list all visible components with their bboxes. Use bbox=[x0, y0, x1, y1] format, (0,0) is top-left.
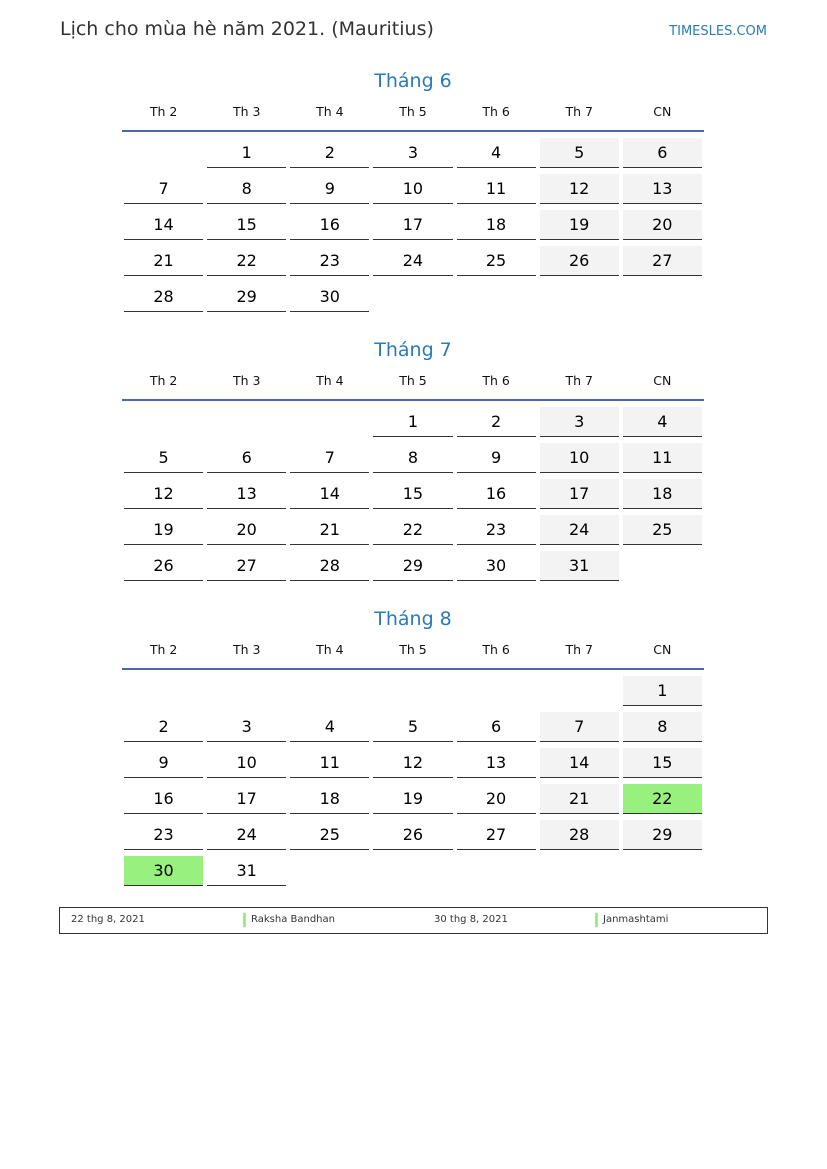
day-cell bbox=[621, 674, 704, 710]
holiday-legend bbox=[59, 907, 768, 934]
day-number: 10 bbox=[540, 443, 619, 473]
week-row bbox=[122, 441, 704, 477]
day-number: 17 bbox=[207, 784, 286, 814]
month-title: Tháng 8 bbox=[374, 608, 452, 630]
day-cell bbox=[621, 172, 704, 208]
week-row bbox=[122, 549, 704, 585]
day-cell bbox=[538, 172, 621, 208]
day-number: 19 bbox=[373, 784, 452, 814]
weekday-header-row bbox=[122, 640, 704, 670]
weekday-label: CN bbox=[653, 373, 672, 388]
day-cell bbox=[538, 208, 621, 244]
day-number: 18 bbox=[457, 210, 536, 240]
day-number: 14 bbox=[540, 748, 619, 778]
weekday-label: Th 6 bbox=[482, 373, 510, 388]
day-number: 15 bbox=[623, 748, 702, 778]
month-calendar bbox=[122, 66, 704, 316]
weekday-label: Th 7 bbox=[565, 373, 593, 388]
empty-cell bbox=[122, 136, 205, 172]
day-number: 31 bbox=[540, 551, 619, 581]
day-cell bbox=[455, 172, 538, 208]
day-cell bbox=[122, 549, 205, 585]
day-cell bbox=[122, 441, 205, 477]
day-cell bbox=[205, 477, 288, 513]
week-row bbox=[122, 280, 704, 316]
day-cell bbox=[371, 244, 454, 280]
day-number: 3 bbox=[207, 712, 286, 742]
legend-date: 22 thg 8, 2021 bbox=[71, 914, 145, 925]
day-number: 29 bbox=[623, 820, 702, 850]
day-cell bbox=[371, 513, 454, 549]
weekday-label: Th 7 bbox=[565, 642, 593, 657]
day-number: 27 bbox=[457, 820, 536, 850]
day-cell bbox=[538, 477, 621, 513]
day-cell bbox=[371, 549, 454, 585]
day-number: 7 bbox=[540, 712, 619, 742]
empty-cell bbox=[371, 674, 454, 710]
day-cell bbox=[371, 782, 454, 818]
day-cell bbox=[538, 549, 621, 585]
week-row bbox=[122, 136, 704, 172]
day-number: 26 bbox=[373, 820, 452, 850]
day-cell bbox=[621, 477, 704, 513]
empty-cell bbox=[122, 405, 205, 441]
day-cell bbox=[621, 746, 704, 782]
weekday-label: Th 3 bbox=[232, 104, 261, 119]
day-number: 23 bbox=[457, 515, 536, 545]
weekday-label: Th 6 bbox=[482, 104, 510, 119]
day-number: 29 bbox=[207, 282, 286, 312]
weekday-label: Th 4 bbox=[316, 373, 344, 388]
day-cell bbox=[288, 513, 371, 549]
day-number: 9 bbox=[290, 174, 369, 204]
day-number: 16 bbox=[290, 210, 369, 240]
weekday-header-row bbox=[122, 371, 704, 401]
day-number: 24 bbox=[207, 820, 286, 850]
day-cell bbox=[205, 244, 288, 280]
day-number: 15 bbox=[207, 210, 286, 240]
holiday-day-cell bbox=[621, 782, 704, 818]
holiday-day-cell bbox=[122, 854, 205, 890]
weekday-label: Th 3 bbox=[232, 373, 261, 388]
day-number: 19 bbox=[540, 210, 619, 240]
day-cell bbox=[371, 405, 454, 441]
month-calendar bbox=[122, 335, 704, 585]
weekday-label: Th 7 bbox=[565, 104, 593, 119]
empty-cell bbox=[455, 280, 538, 316]
day-cell bbox=[205, 172, 288, 208]
day-cell bbox=[371, 172, 454, 208]
day-number: 11 bbox=[623, 443, 702, 473]
day-cell bbox=[122, 710, 205, 746]
weekday-label: CN bbox=[653, 642, 672, 657]
week-row bbox=[122, 674, 704, 710]
week-row bbox=[122, 513, 704, 549]
day-number: 27 bbox=[207, 551, 286, 581]
week-row bbox=[122, 405, 704, 441]
day-number: 18 bbox=[623, 479, 702, 509]
day-cell bbox=[455, 244, 538, 280]
day-number: 11 bbox=[290, 748, 369, 778]
day-cell bbox=[371, 136, 454, 172]
empty-cell bbox=[288, 674, 371, 710]
week-row bbox=[122, 244, 704, 280]
day-cell bbox=[455, 441, 538, 477]
day-cell bbox=[371, 208, 454, 244]
day-cell bbox=[122, 818, 205, 854]
week-row bbox=[122, 854, 704, 890]
day-cell bbox=[455, 710, 538, 746]
page-title: Lịch cho mùa hè năm 2021. (Mauritius) bbox=[60, 18, 434, 40]
day-number: 5 bbox=[124, 443, 203, 473]
week-row bbox=[122, 477, 704, 513]
day-cell bbox=[371, 477, 454, 513]
legend-holiday-name: Raksha Bandhan bbox=[251, 914, 335, 925]
day-number: 27 bbox=[623, 246, 702, 276]
day-number: 21 bbox=[290, 515, 369, 545]
day-number: 20 bbox=[457, 784, 536, 814]
day-number: 25 bbox=[457, 246, 536, 276]
day-number: 2 bbox=[457, 407, 536, 437]
day-cell bbox=[455, 405, 538, 441]
day-number: 25 bbox=[623, 515, 702, 545]
day-cell bbox=[538, 136, 621, 172]
day-number: 13 bbox=[457, 748, 536, 778]
site-link[interactable]: TIMESLES.COM bbox=[669, 24, 767, 39]
day-cell bbox=[288, 244, 371, 280]
empty-cell bbox=[621, 854, 704, 890]
empty-cell bbox=[538, 674, 621, 710]
day-number: 31 bbox=[207, 856, 286, 886]
day-number: 21 bbox=[540, 784, 619, 814]
day-number: 5 bbox=[373, 712, 452, 742]
week-row bbox=[122, 710, 704, 746]
day-cell bbox=[455, 513, 538, 549]
weekday-label: Th 2 bbox=[149, 104, 178, 119]
day-number: 3 bbox=[540, 407, 619, 437]
day-cell bbox=[455, 477, 538, 513]
day-cell bbox=[288, 477, 371, 513]
day-number: 22 bbox=[207, 246, 286, 276]
day-cell bbox=[621, 441, 704, 477]
day-number: 10 bbox=[207, 748, 286, 778]
day-cell bbox=[621, 208, 704, 244]
day-cell bbox=[205, 208, 288, 244]
day-number: 25 bbox=[290, 820, 369, 850]
day-cell bbox=[205, 136, 288, 172]
day-number: 17 bbox=[373, 210, 452, 240]
day-cell bbox=[371, 746, 454, 782]
day-number: 29 bbox=[373, 551, 452, 581]
empty-cell bbox=[455, 674, 538, 710]
day-cell bbox=[538, 782, 621, 818]
empty-cell bbox=[288, 405, 371, 441]
empty-cell bbox=[205, 405, 288, 441]
day-cell bbox=[455, 746, 538, 782]
day-cell bbox=[455, 208, 538, 244]
day-cell bbox=[205, 280, 288, 316]
week-row bbox=[122, 208, 704, 244]
day-number: 8 bbox=[373, 443, 452, 473]
weekday-label: Th 3 bbox=[232, 642, 261, 657]
day-number: 9 bbox=[457, 443, 536, 473]
weekday-header-row bbox=[122, 102, 704, 132]
holiday-marker bbox=[595, 913, 598, 927]
day-number: 12 bbox=[540, 174, 619, 204]
day-number: 7 bbox=[124, 174, 203, 204]
day-cell bbox=[621, 710, 704, 746]
weekday-label: Th 4 bbox=[316, 104, 344, 119]
day-cell bbox=[371, 441, 454, 477]
day-number: 28 bbox=[290, 551, 369, 581]
day-number: 4 bbox=[290, 712, 369, 742]
day-number: 18 bbox=[290, 784, 369, 814]
day-cell bbox=[205, 818, 288, 854]
day-number: 10 bbox=[373, 174, 452, 204]
day-cell bbox=[538, 746, 621, 782]
day-number: 23 bbox=[290, 246, 369, 276]
day-cell bbox=[122, 477, 205, 513]
day-number: 3 bbox=[373, 138, 452, 168]
day-number: 30 bbox=[457, 551, 536, 581]
day-cell bbox=[455, 136, 538, 172]
empty-cell bbox=[538, 280, 621, 316]
day-number: 4 bbox=[457, 138, 536, 168]
day-number: 13 bbox=[207, 479, 286, 509]
day-number: 4 bbox=[623, 407, 702, 437]
day-cell bbox=[288, 746, 371, 782]
day-number: 24 bbox=[373, 246, 452, 276]
empty-cell bbox=[205, 674, 288, 710]
day-cell bbox=[538, 441, 621, 477]
day-number: 28 bbox=[540, 820, 619, 850]
day-number: 14 bbox=[290, 479, 369, 509]
day-cell bbox=[288, 710, 371, 746]
weekday-label: CN bbox=[653, 104, 672, 119]
weekday-label: Th 2 bbox=[149, 642, 178, 657]
day-number: 11 bbox=[457, 174, 536, 204]
day-cell bbox=[205, 782, 288, 818]
day-number: 6 bbox=[623, 138, 702, 168]
day-cell bbox=[205, 854, 288, 890]
day-cell bbox=[122, 172, 205, 208]
weekday-label: Th 5 bbox=[399, 104, 427, 119]
day-number: 8 bbox=[623, 712, 702, 742]
day-cell bbox=[288, 818, 371, 854]
day-cell bbox=[122, 208, 205, 244]
day-cell bbox=[122, 782, 205, 818]
day-number: 17 bbox=[540, 479, 619, 509]
day-number: 22 bbox=[373, 515, 452, 545]
day-number: 12 bbox=[373, 748, 452, 778]
empty-cell bbox=[621, 280, 704, 316]
day-cell bbox=[288, 549, 371, 585]
day-number: 1 bbox=[207, 138, 286, 168]
day-number: 30 bbox=[124, 856, 203, 886]
day-number: 2 bbox=[290, 138, 369, 168]
day-cell bbox=[122, 746, 205, 782]
day-number: 30 bbox=[290, 282, 369, 312]
day-cell bbox=[288, 208, 371, 244]
day-number: 26 bbox=[540, 246, 619, 276]
day-number: 24 bbox=[540, 515, 619, 545]
day-cell bbox=[205, 710, 288, 746]
day-number: 7 bbox=[290, 443, 369, 473]
day-number: 21 bbox=[124, 246, 203, 276]
day-number: 20 bbox=[207, 515, 286, 545]
day-number: 1 bbox=[623, 676, 702, 706]
day-cell bbox=[455, 782, 538, 818]
day-number: 20 bbox=[623, 210, 702, 240]
day-number: 15 bbox=[373, 479, 452, 509]
day-cell bbox=[288, 441, 371, 477]
weekday-label: Th 6 bbox=[482, 642, 510, 657]
empty-cell bbox=[288, 854, 371, 890]
day-number: 22 bbox=[623, 784, 702, 814]
week-row bbox=[122, 172, 704, 208]
legend-date: 30 thg 8, 2021 bbox=[434, 914, 508, 925]
day-cell bbox=[205, 549, 288, 585]
month-title: Tháng 7 bbox=[374, 339, 452, 361]
day-cell bbox=[205, 746, 288, 782]
day-cell bbox=[621, 818, 704, 854]
day-cell bbox=[621, 244, 704, 280]
month-title: Tháng 6 bbox=[374, 70, 452, 92]
day-cell bbox=[621, 405, 704, 441]
day-number: 2 bbox=[124, 712, 203, 742]
day-cell bbox=[621, 136, 704, 172]
day-cell bbox=[455, 549, 538, 585]
weekday-label: Th 4 bbox=[316, 642, 344, 657]
day-number: 19 bbox=[124, 515, 203, 545]
day-cell bbox=[538, 710, 621, 746]
day-cell bbox=[122, 513, 205, 549]
week-row bbox=[122, 818, 704, 854]
day-cell bbox=[288, 782, 371, 818]
day-cell bbox=[122, 244, 205, 280]
week-row bbox=[122, 782, 704, 818]
day-number: 16 bbox=[457, 479, 536, 509]
day-cell bbox=[371, 818, 454, 854]
day-number: 6 bbox=[457, 712, 536, 742]
day-cell bbox=[288, 136, 371, 172]
day-number: 26 bbox=[124, 551, 203, 581]
day-cell bbox=[538, 818, 621, 854]
week-row bbox=[122, 746, 704, 782]
day-cell bbox=[205, 441, 288, 477]
day-number: 9 bbox=[124, 748, 203, 778]
day-cell bbox=[455, 818, 538, 854]
month-calendar bbox=[122, 604, 704, 890]
day-cell bbox=[205, 513, 288, 549]
day-number: 12 bbox=[124, 479, 203, 509]
empty-cell bbox=[122, 674, 205, 710]
weekday-label: Th 5 bbox=[399, 642, 427, 657]
day-number: 1 bbox=[373, 407, 452, 437]
day-number: 28 bbox=[124, 282, 203, 312]
empty-cell bbox=[538, 854, 621, 890]
day-cell bbox=[288, 172, 371, 208]
empty-cell bbox=[371, 854, 454, 890]
day-number: 6 bbox=[207, 443, 286, 473]
weekday-label: Th 2 bbox=[149, 373, 178, 388]
day-number: 14 bbox=[124, 210, 203, 240]
empty-cell bbox=[371, 280, 454, 316]
holiday-marker bbox=[243, 913, 246, 927]
day-number: 16 bbox=[124, 784, 203, 814]
empty-cell bbox=[621, 549, 704, 585]
day-cell bbox=[538, 513, 621, 549]
day-cell bbox=[122, 280, 205, 316]
day-number: 23 bbox=[124, 820, 203, 850]
day-cell bbox=[621, 513, 704, 549]
weekday-label: Th 5 bbox=[399, 373, 427, 388]
day-cell bbox=[371, 710, 454, 746]
day-number: 8 bbox=[207, 174, 286, 204]
day-cell bbox=[288, 280, 371, 316]
day-number: 13 bbox=[623, 174, 702, 204]
day-number: 5 bbox=[540, 138, 619, 168]
day-cell bbox=[538, 405, 621, 441]
legend-holiday-name: Janmashtami bbox=[603, 914, 669, 925]
day-cell bbox=[538, 244, 621, 280]
empty-cell bbox=[455, 854, 538, 890]
